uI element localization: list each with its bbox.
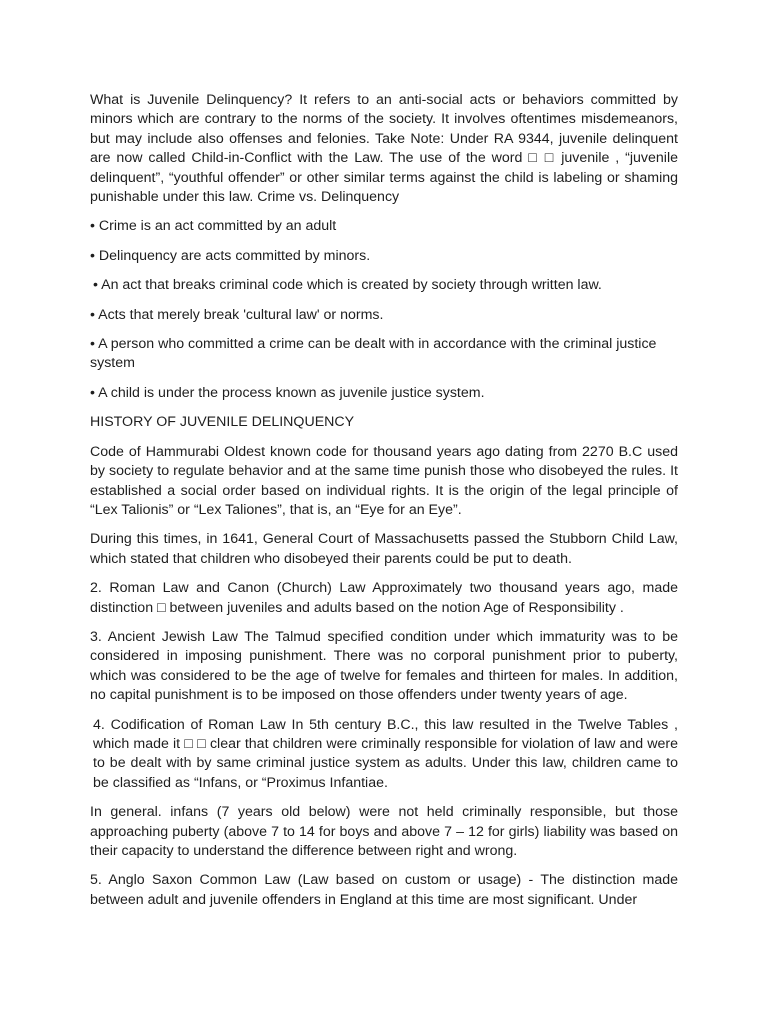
hammurabi-paragraph: Code of Hammurabi Oldest known code for thousand years ago dating from 2270 B.C used by society to regulate behavior and at the same time punish those who disobeyed the rules. It established a social order based on individual rights. It is the origin of the legal principle of “Lex Talionis” or “Lex Taliones”, that is, an “Eye for an Eye”. bbox=[90, 443, 678, 518]
section-heading: HISTORY OF JUVENILE DELINQUENCY bbox=[90, 414, 355, 431]
bullet-delinquency: • Delinquency are acts committed by minors. bbox=[90, 247, 371, 264]
intro-paragraph: What is Juvenile Delinquency? It refers to an anti-social acts or behaviors committed by minors which are contrary to the norms of the society. It involves oftentimes misdemeanors, but may include also offenses and felonies. Take Note: Under RA 9344, juvenile delinquent are now called Child-in-Conflict with the Law. The use of the word □ □ juvenile , “juvenile delinquent”, “youthful offender” or other similar terms against the child is labeling or shaming punishable under this law. Crime vs. Delinquency bbox=[90, 92, 678, 206]
anglo-saxon-paragraph: 5. Anglo Saxon Common Law (Law based on custom or usage) - The distinction made between adult and juvenile offenders in England at this time are most significant. Under bbox=[90, 872, 678, 908]
roman-codification-paragraph: 4. Codification of Roman Law In 5th century B.C., this law resulted in the Twelve Tables , which made it □ □ clear that children were criminally responsible for violation of law and were to be dealt with by same criminal justice system as adults. Under this law, children came to be classified as “Infans, or “Proximus Infantiae. bbox=[93, 716, 678, 791]
roman-canon-paragraph: 2. Roman Law and Canon (Church) Law Approximately two thousand years ago, made distinction □ between juveniles and adults based on the notion Age of Responsibility . bbox=[90, 580, 678, 616]
jewish-law-paragraph: 3. Ancient Jewish Law The Talmud specified condition under which immaturity was to be considered in imposing punishment. There was no corporal punishment prior to puberty, which was considered to be the age of twelve for females and thirteen for males. In addition, no capital punishment is to be imposed on those offenders under twenty years of age. bbox=[90, 628, 678, 704]
bullet-criminal-code: • An act that breaks criminal code which is created by society through written law. bbox=[93, 277, 602, 294]
document-page bbox=[90, 91, 678, 920]
bullet-criminal-justice: • A person who committed a crime can be dealt with in accordance with the criminal justice system bbox=[90, 336, 657, 372]
infans-paragraph: In general. infans (7 years old below) were not held criminally responsible, but those approaching puberty (above 7 to 14 for boys and above 7 – 12 for girls) liability was based on their capacity to understand the difference between right and wrong. bbox=[90, 804, 678, 859]
bullet-crime: • Crime is an act committed by an adult bbox=[90, 218, 337, 235]
massachusetts-paragraph: During this times, in 1641, General Court of Massachusetts passed the Stubborn Child Law, which stated that children who disobeyed their parents could be put to death. bbox=[90, 531, 678, 567]
bullet-cultural-law: • Acts that merely break 'cultural law' or norms. bbox=[90, 306, 384, 323]
bullet-juvenile-justice: • A child is under the process known as juvenile justice system. bbox=[90, 384, 485, 401]
